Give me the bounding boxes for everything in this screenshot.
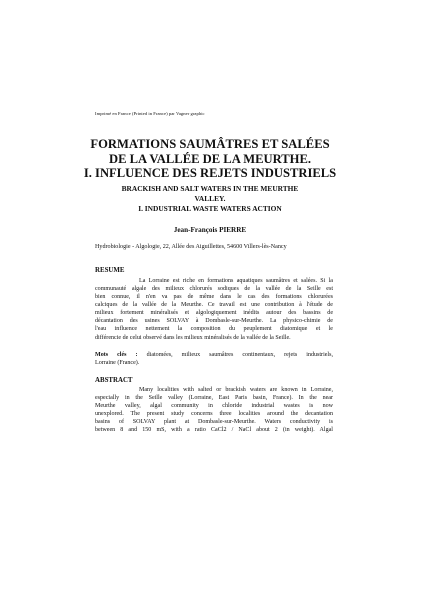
english-title [80, 184, 340, 214]
printer-note: Imprimé en France (Printed in France) par Vagner graphic [95, 111, 205, 116]
keywords-line [95, 351, 333, 359]
keywords-line: Lorraine (France). [95, 360, 140, 367]
english-title-line-3: I. INDUSTRIAL WASTE WATERS ACTION [138, 204, 282, 213]
abstract-line: Many localities with salted or brackish waters are known in Lorraine, [139, 387, 333, 393]
abstract-paragraph [95, 386, 333, 434]
resume-line: communauté algale des milieux chlorurés sodiques de la vallée de la Seille est [95, 286, 333, 293]
abstract-line: Meurthe valley, algal community in chloride industrial wastes is now [95, 403, 333, 410]
keywords-paragraph [95, 351, 333, 367]
author-name: Jean-François PIERRE [173, 226, 247, 234]
resume-line: milieux fortement minéralisés et algologiquement inédits autour des bassins de [95, 310, 333, 317]
resume-line: différencie de celui observé dans les milieux minéralisés de la vallée de la Seille. [95, 334, 291, 341]
english-title-line-2: VALLEY. [194, 194, 226, 203]
author-affiliation: Hydrobiologie - Algologie, 22, Allée des Aiguillettes, 54600 Villers-lès-Nancy [95, 244, 287, 250]
english-title-line-1: BRACKISH AND SALT WATERS IN THE MEURTHE [121, 184, 299, 193]
resume-heading: RESUME [95, 267, 125, 274]
resume-line: calciques de la vallée de la Meurthe. Ce travail est une contribution à l'étude de [95, 302, 333, 309]
keywords-label: Mots clés : [95, 352, 138, 358]
abstract-heading: ABSTRACT [95, 377, 133, 384]
resume-line: La Lorraine est riche en formations aquatiques saumâtres et salées. Si la [139, 278, 333, 284]
french-title [60, 137, 360, 181]
resume-paragraph [95, 277, 333, 342]
resume-line: l'eau influence nettement la composition du peuplement diatomique et le [95, 326, 333, 333]
abstract-line: basins of SOLVAY plant at Dombasle-sur-Meurthe. Waters conductivity is [95, 419, 333, 426]
resume-line: décantation des usines SOLVAY à Dombasle-sur-Meurthe. La physico-chimie de [95, 318, 333, 325]
abstract-line: unexplored. The present study concerns three localities around the decantation [95, 411, 333, 418]
french-title-line-2: DE LA VALLÉE DE LA MEURTHE. [108, 151, 312, 166]
french-title-line-3: I. INFLUENCE DES REJETS INDUSTRIELS [83, 166, 337, 181]
resume-line: bien connue, il n'en va pas de même dans le cas des formations chlorurées [95, 294, 333, 301]
abstract-line: between 8 and 150 mS, with a ratio CaCl2 / NaCl about 2 (in weight). Algal [95, 427, 333, 434]
french-title-line-1: FORMATIONS SAUMÂTRES ET SALÉES [90, 137, 330, 151]
keywords-text: diatomées, milieux saumâtres continentaux, rejets industriels, [146, 352, 333, 358]
abstract-line: especially in the Seille valley (Lorraine, East Paris basin, France). In the near [95, 395, 333, 402]
